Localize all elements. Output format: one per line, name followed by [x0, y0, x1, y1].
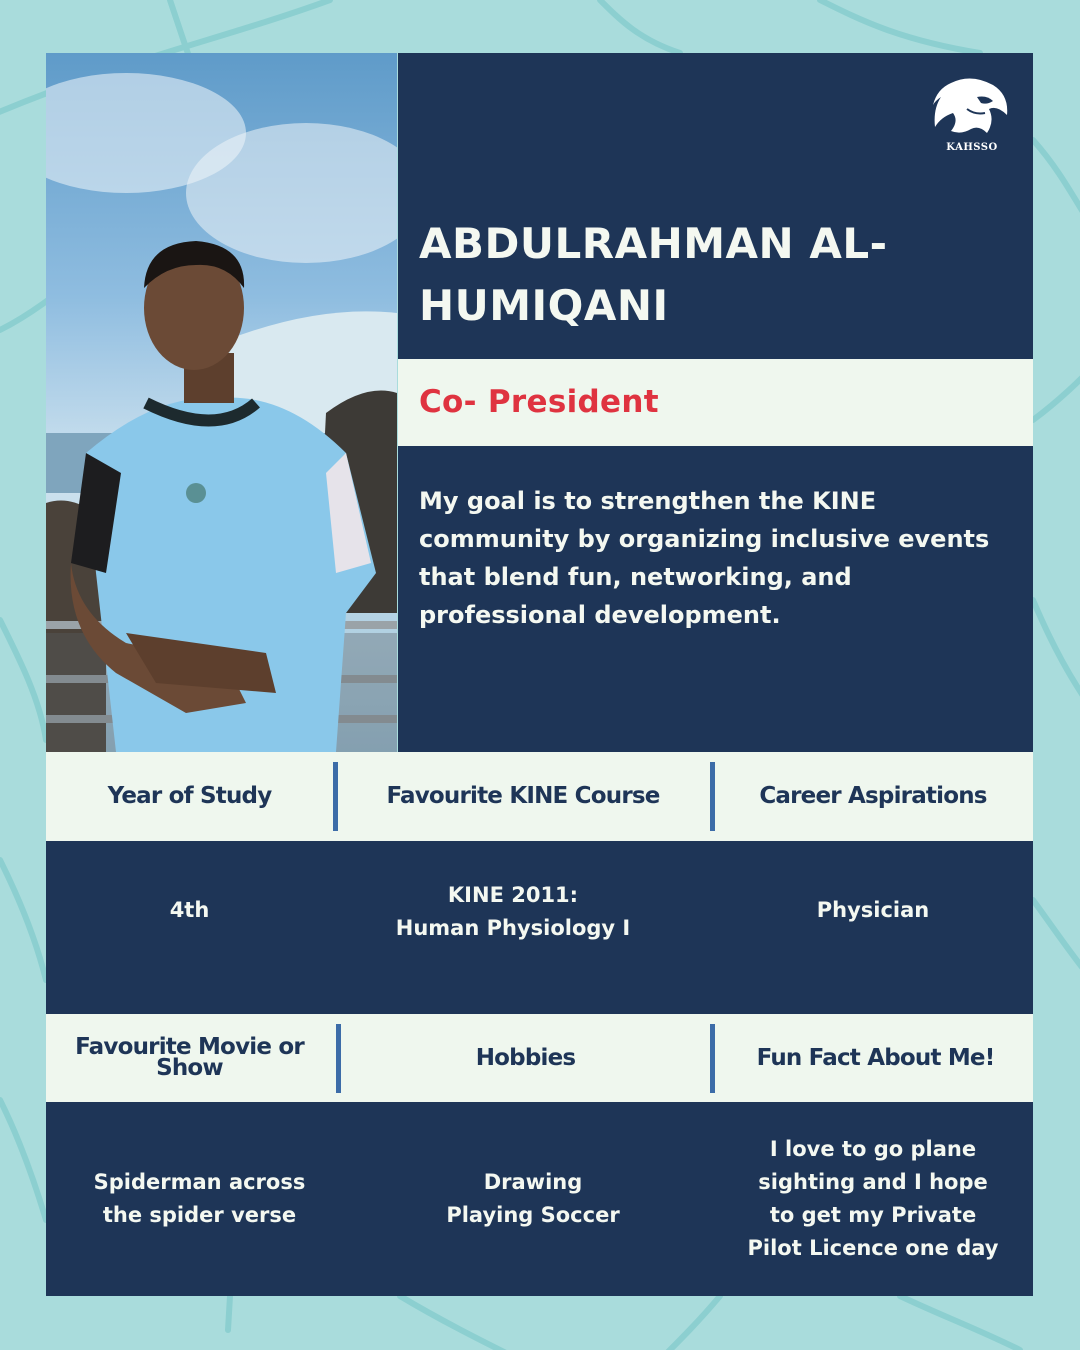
- info-labels-row-1: [46, 752, 1033, 841]
- role-bar: [398, 359, 1033, 446]
- member-name: ABDULRAHMAN AL-HUMIQANI: [419, 219, 888, 330]
- value-hobbies: Drawing Playing Soccer: [446, 1170, 620, 1227]
- column-divider: [336, 1024, 341, 1093]
- info-values-row-1: [46, 841, 1033, 1014]
- column-divider: [710, 762, 715, 831]
- value-favourite-movie: Spiderman across the spider verse: [93, 1170, 306, 1227]
- value-year-of-study: 4th: [169, 898, 210, 922]
- label-fun-fact: Fun Fact About Me!: [756, 1044, 995, 1071]
- lion-logo-icon: [931, 75, 1013, 153]
- info-labels-row-2: [46, 1014, 1033, 1102]
- logo-text: KAHSSO: [946, 142, 998, 153]
- member-role: Co- President: [419, 384, 659, 420]
- column-divider: [333, 762, 338, 831]
- header-panel: [398, 53, 1033, 359]
- value-career-aspirations: Physician: [816, 898, 930, 922]
- label-favourite-course: Favourite KINE Course: [386, 783, 660, 809]
- label-favourite-movie: Favourite Movie or Show: [75, 1034, 304, 1081]
- info-values-row-2: [46, 1102, 1033, 1296]
- column-divider: [710, 1024, 715, 1093]
- label-hobbies: Hobbies: [475, 1044, 576, 1071]
- value-favourite-course: KINE 2011: Human Physiology I: [395, 883, 631, 940]
- profile-card: [46, 53, 1033, 1296]
- label-year-of-study: Year of Study: [107, 783, 272, 809]
- value-fun-fact: I love to go plane sighting and I hope to get my Private Pilot Licence one day: [747, 1137, 999, 1260]
- goal-panel: [398, 446, 1033, 752]
- goal-statement: My goal is to strengthen the KINE community by organizing inclusive events that blend fun, networking, and professional development.: [419, 487, 990, 629]
- label-career-aspirations: Career Aspirations: [759, 783, 987, 809]
- profile-photo: [46, 53, 397, 752]
